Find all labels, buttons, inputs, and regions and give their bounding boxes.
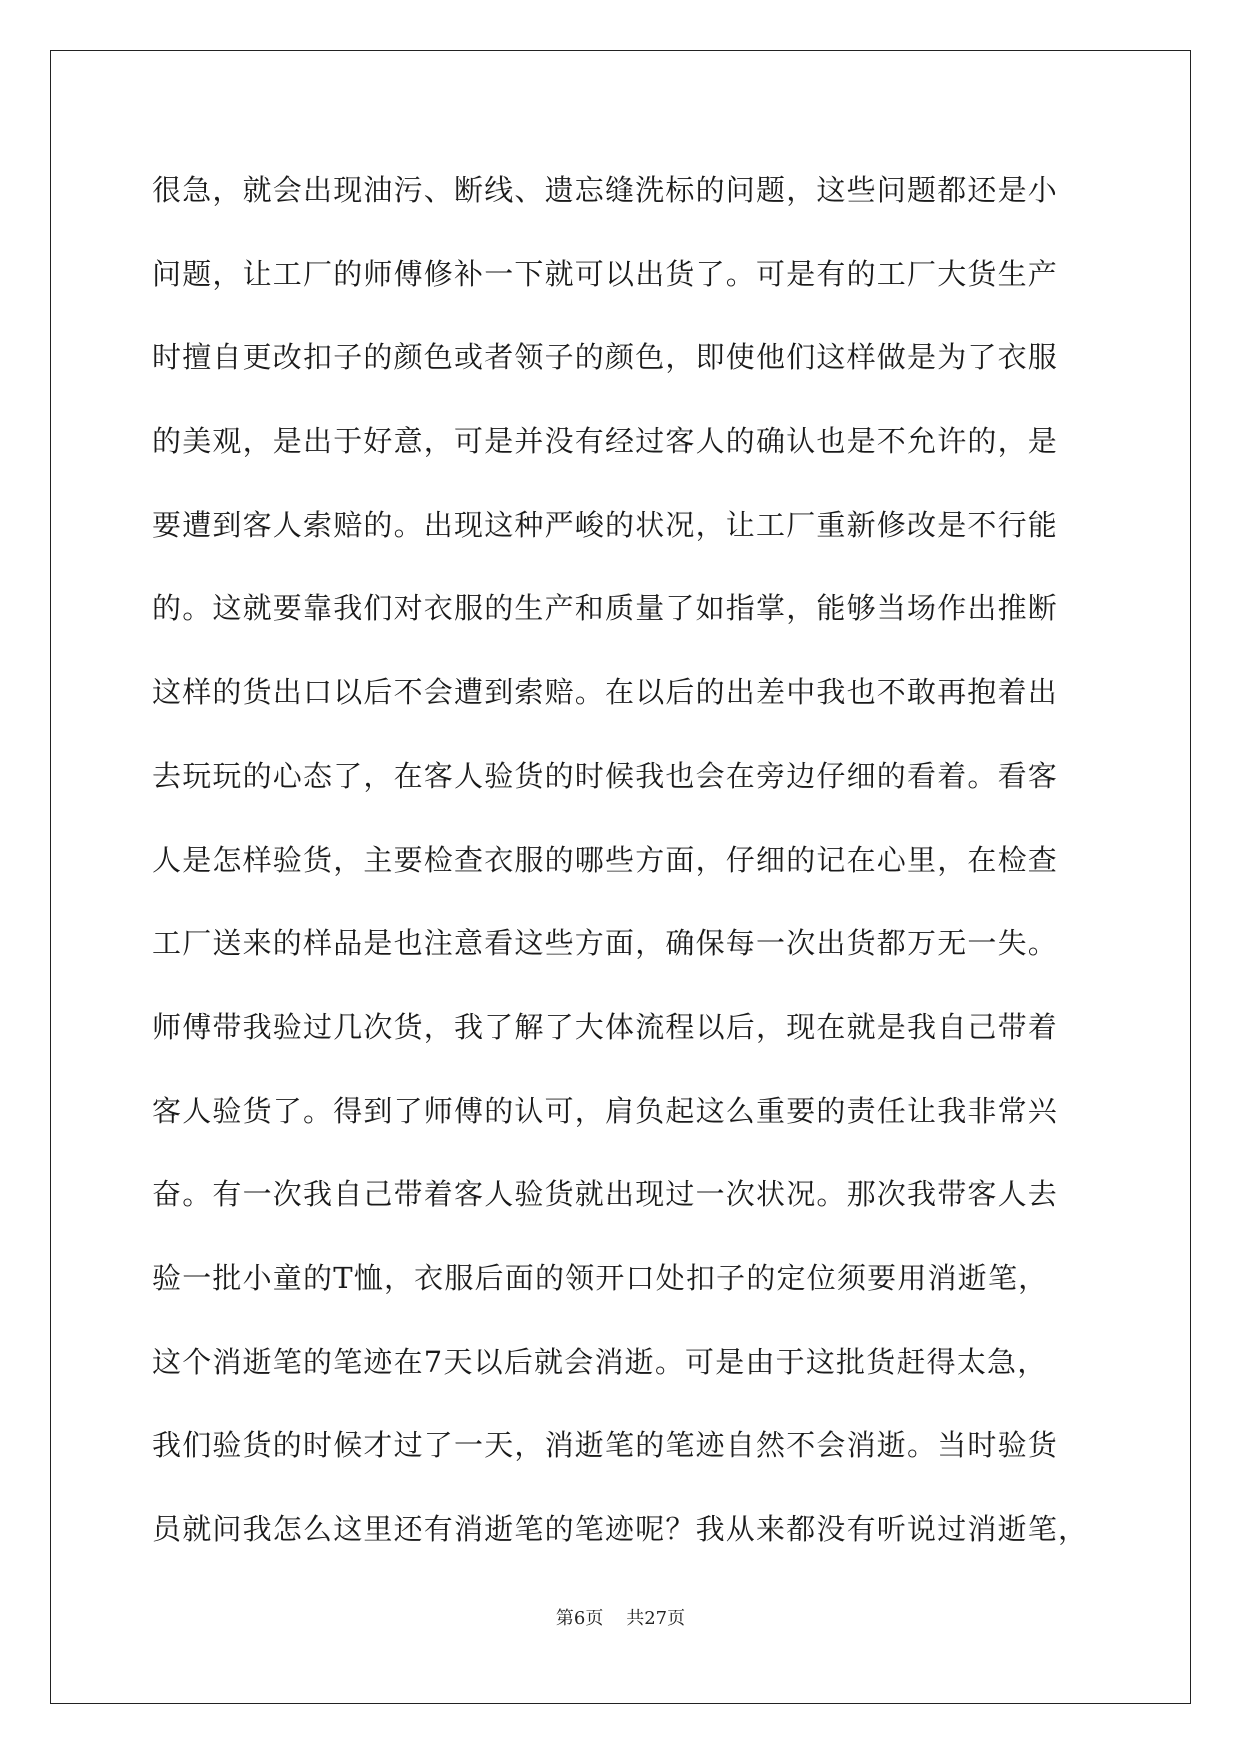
text-line: 师傅带我验过几次货，我了解了大体流程以后，现在就是我自己带着 <box>152 1009 1059 1044</box>
text-line: 问题，让工厂的师傅修补一下就可以出货了。可是有的工厂大货生产 <box>152 256 1059 291</box>
text-line: 去玩玩的心态了，在客人验货的时候我也会在旁边仔细的看着。看客 <box>152 758 1059 793</box>
document-body <box>152 160 1092 1583</box>
text-line: 员就问我怎么这里还有消逝笔的笔迹呢？我从来都没有听说过消逝笔， <box>152 1512 1089 1546</box>
text-line: 奋。有一次我自己带着客人验货就出现过一次状况。那次我带客人去 <box>152 1177 1059 1212</box>
text-line: 时擅自更改扣子的颜色或者领子的颜色，即使他们这样做是为了衣服 <box>152 340 1059 375</box>
text-line: 这样的货出口以后不会遭到索赔。在以后的出差中我也不敢再抱着出 <box>152 675 1059 710</box>
current-page-number: 第6页 <box>555 1608 604 1629</box>
text-line: 这个消逝笔的笔迹在7天以后就会消逝。可是由于这批货赶得太急， <box>152 1344 1048 1379</box>
total-page-count: 共27页 <box>626 1608 686 1629</box>
text-line: 工厂送来的样品是也注意看这些方面，确保每一次出货都万无一失。 <box>152 926 1059 961</box>
text-line: 人是怎样验货，主要检查衣服的哪些方面，仔细的记在心里，在检查 <box>152 842 1059 877</box>
text-line: 验一批小童的T恤，衣服后面的领开口处扣子的定位须要用消逝笔， <box>152 1260 1049 1295</box>
text-line: 的。这就要靠我们对衣服的生产和质量了如指掌，能够当场作出推断 <box>152 591 1059 626</box>
text-line: 我们验货的时候才过了一天，消逝笔的笔迹自然不会消逝。当时验货 <box>152 1428 1059 1463</box>
text-line: 的美观，是出于好意，可是并没有经过客人的确认也是不允许的，是 <box>152 424 1059 459</box>
text-line: 要遭到客人索赔的。出现这种严峻的状况，让工厂重新修改是不行能 <box>152 507 1059 542</box>
text-line: 很急，就会出现油污、断线、遗忘缝洗标的问题，这些问题都还是小 <box>152 173 1059 207</box>
page-footer <box>0 1604 1241 1630</box>
text-line: 客人验货了。得到了师傅的认可，肩负起这么重要的责任让我非常兴 <box>152 1093 1059 1128</box>
footer-spacer <box>603 1608 626 1629</box>
